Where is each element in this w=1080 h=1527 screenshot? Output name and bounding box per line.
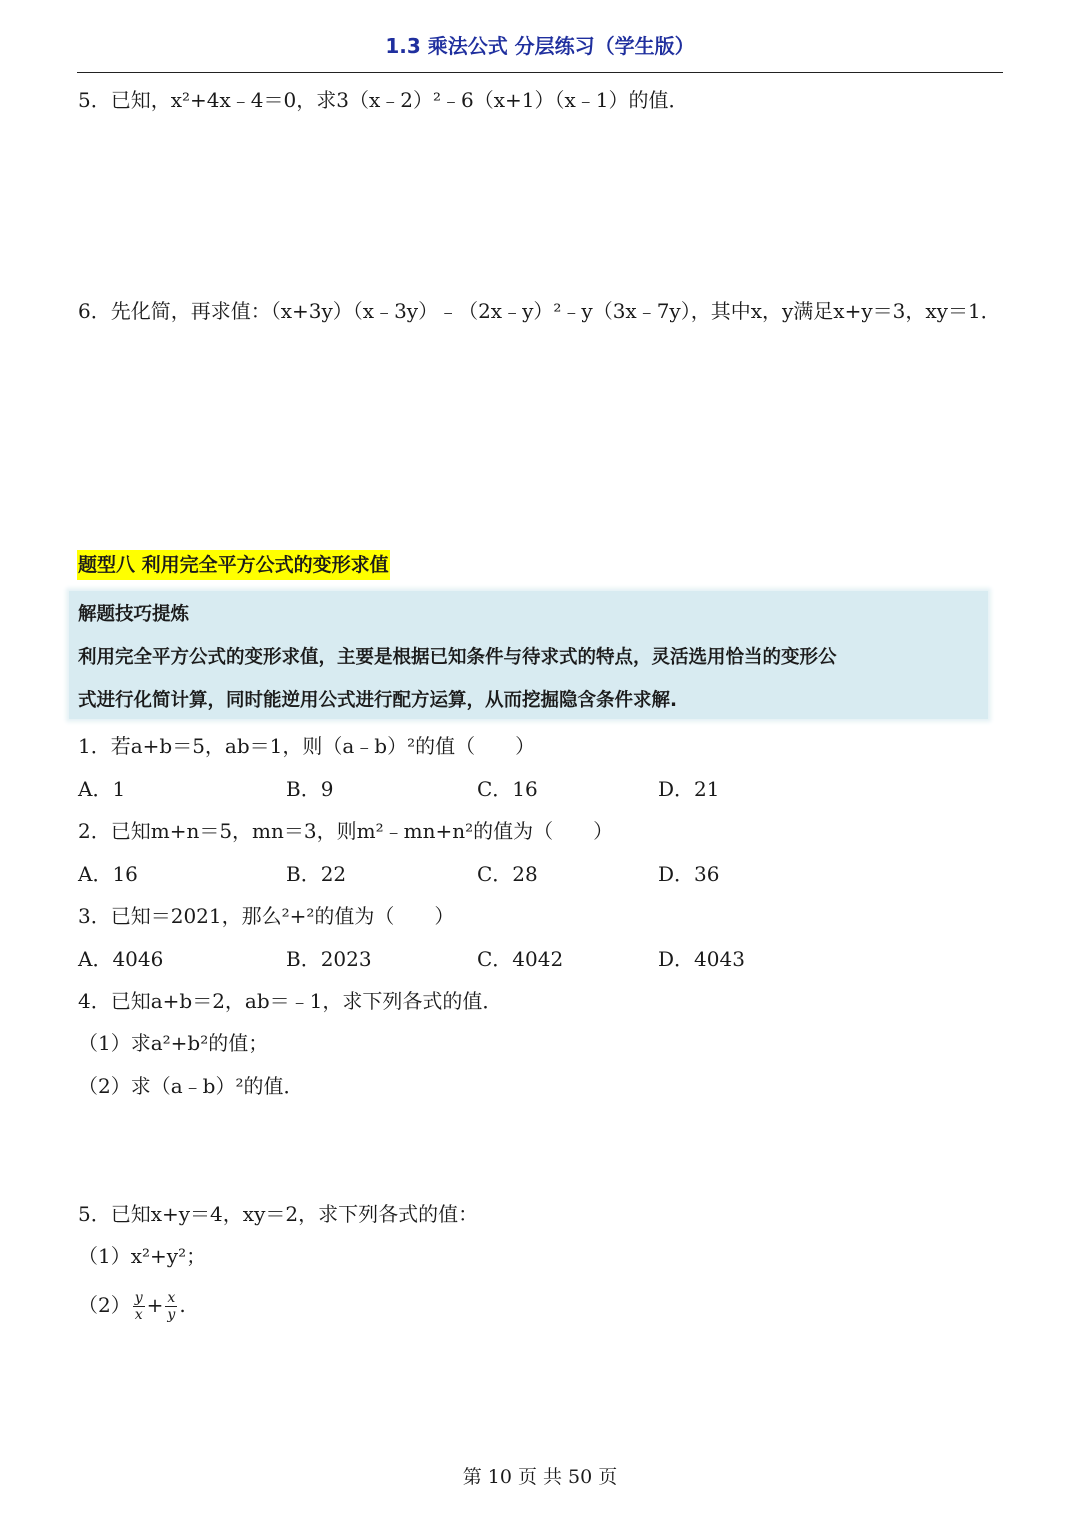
fraction-numerator: y bbox=[134, 1290, 143, 1306]
question-5-part1: 5．已知，x²+4x﹣4＝0，求3（x﹣2）²﹣6（x+1）（x﹣1）的值． bbox=[78, 88, 689, 112]
question-2-option-a: A．16 bbox=[78, 862, 138, 886]
question-3-option-a: A．4046 bbox=[78, 947, 164, 971]
question-2-option-b: B．22 bbox=[286, 862, 347, 886]
question-3-option-c: C．4042 bbox=[477, 947, 564, 971]
question-5-part-2-label: （2） bbox=[78, 1293, 131, 1317]
fraction-x-over-y bbox=[165, 1290, 177, 1323]
tip-line-1: 利用完全平方公式的变形求值，主要是根据已知条件与待求式的特点，灵活选用恰当的变形公 bbox=[78, 647, 837, 668]
question-5-stem: 5．已知x+y＝4，xy＝2，求下列各式的值： bbox=[78, 1202, 479, 1226]
page-header-title: 1.3 乘法公式 分层练习（学生版） bbox=[385, 34, 695, 58]
question-4-stem: 4．已知a+b＝2，ab＝﹣1，求下列各式的值． bbox=[78, 989, 503, 1013]
question-1-option-b: B．9 bbox=[286, 777, 334, 801]
fraction-denominator: x bbox=[134, 1307, 143, 1323]
question-1-option-c: C．16 bbox=[477, 777, 538, 801]
header-divider bbox=[77, 72, 1003, 73]
section-heading: 题型八 利用完全平方公式的变形求值 bbox=[77, 550, 390, 580]
fraction-denominator: y bbox=[167, 1307, 176, 1323]
question-3-option-b: B．2023 bbox=[286, 947, 372, 971]
fraction-y-over-x bbox=[133, 1290, 145, 1323]
question-5-part-2 bbox=[78, 1283, 186, 1327]
question-2-option-c: C．28 bbox=[477, 862, 538, 886]
question-2-option-d: D．36 bbox=[658, 862, 720, 886]
question-6-part1: 6．先化简，再求值：（x+3y）（x﹣3y）﹣（2x﹣y）²﹣y（3x﹣7y），其中x，y满足x+y＝3，xy＝1． bbox=[78, 299, 1001, 323]
question-1-option-d: D．21 bbox=[658, 777, 720, 801]
fraction-numerator: x bbox=[165, 1290, 177, 1307]
question-2-stem: 2．已知m+n＝5，mn＝3，则m²﹣mn+n²的值为（ ） bbox=[78, 819, 614, 843]
tip-line-2: 式进行化简计算，同时能逆用公式进行配方运算，从而挖掘隐含条件求解. bbox=[78, 690, 678, 711]
page-footer: 第 10 页 共 50 页 bbox=[462, 1466, 618, 1488]
plus-sign: + bbox=[146, 1293, 164, 1317]
question-4-part-1: （1）求a²+b²的值； bbox=[78, 1031, 269, 1055]
question-1-stem: 1．若a+b＝5，ab＝1，则（a﹣b）²的值（ ） bbox=[78, 734, 536, 758]
end-period: . bbox=[179, 1293, 186, 1317]
question-3-stem: 3．已知＝2021，那么²+²的值为（ ） bbox=[78, 904, 455, 928]
question-3-option-d: D．4043 bbox=[658, 947, 745, 971]
question-5-part-1: （1）x²+y²； bbox=[78, 1244, 207, 1268]
question-1-option-a: A．1 bbox=[78, 777, 126, 801]
question-4-part-2: （2）求（a﹣b）²的值． bbox=[78, 1074, 304, 1098]
tip-title: 解题技巧提炼 bbox=[78, 604, 190, 625]
